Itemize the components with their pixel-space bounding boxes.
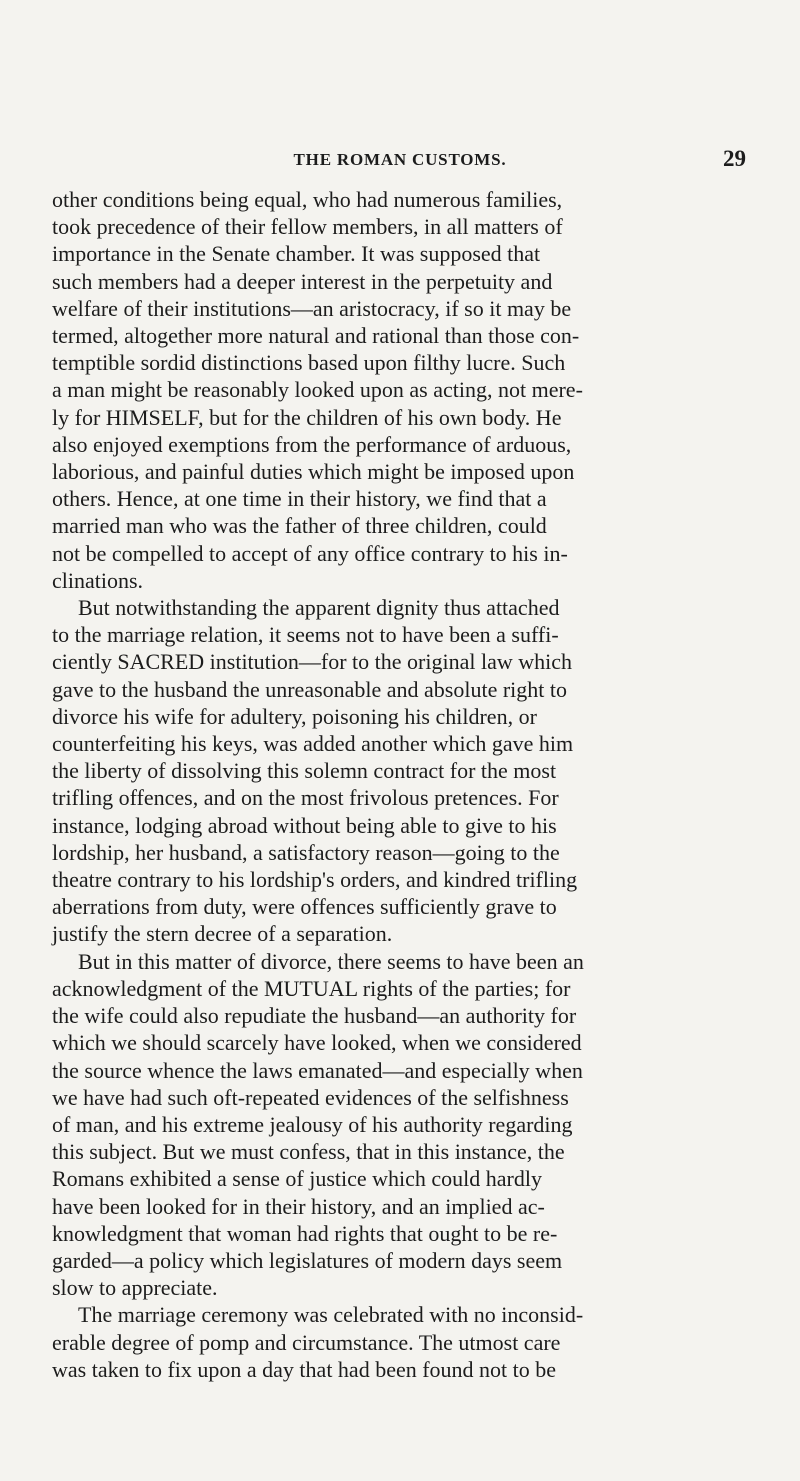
text-line: Romans exhibited a sense of justice which could hardly	[52, 1166, 542, 1192]
text-line: of man, and his extreme jealousy of his authority regarding	[52, 1111, 573, 1137]
text-line: divorce his wife for adultery, poisoning his children, or	[52, 703, 537, 729]
text-line: this subject. But we must confess, that in this instance, the	[52, 1139, 565, 1165]
text-line: to the marriage relation, it seems not to have been a suffi-	[52, 622, 559, 648]
text-line: not be compelled to accept of any office contrary to his in-	[52, 540, 568, 566]
page-number: 29	[723, 146, 746, 171]
text-line: such members had a deeper interest in the perpetuity and	[52, 268, 553, 294]
text-line: married man who was the father of three children, could	[52, 513, 547, 539]
text-line: other conditions being equal, who had numerous families,	[52, 187, 563, 212]
text-line: also enjoyed exemptions from the performance of arduous,	[52, 431, 572, 457]
text-line: slow to appreciate.	[52, 1275, 218, 1301]
text-line: clinations.	[52, 567, 144, 593]
text-line: took precedence of their fellow members, in all matters of	[52, 214, 563, 240]
page-header	[0, 146, 800, 176]
text-line: termed, altogether more natural and rational than those con-	[52, 323, 580, 349]
text-line: was taken to fix upon a day that had been found not to be	[52, 1356, 557, 1382]
text-line: have been looked for in their history, and an implied ac-	[52, 1193, 545, 1219]
text-line: trifling offences, and on the most frivolous pretences. For	[52, 785, 559, 811]
text-line: aberrations from duty, were offences sufficiently grave to	[52, 894, 557, 920]
text-line: a man might be reasonably looked upon as acting, not mere-	[52, 377, 583, 403]
text-line: others. Hence, at one time in their history, we find that a	[52, 486, 547, 512]
running-head: THE ROMAN CUSTOMS.	[293, 150, 507, 169]
text-line: acknowledgment of the MUTUAL rights of the parties; for	[52, 975, 571, 1001]
text-line: the source whence the laws emanated—and especially when	[52, 1057, 583, 1083]
text-line: which we should scarcely have looked, when we considered	[52, 1030, 582, 1056]
text-line: temptible sordid distinctions based upon filthy lucre. Such	[52, 350, 566, 376]
text-line: the liberty of dissolving this solemn contract for the most	[52, 758, 557, 784]
text-line: theatre contrary to his lordship's orders, and kindred trifling	[52, 867, 578, 893]
text-line: But in this matter of divorce, there seems to have been an	[78, 948, 584, 974]
text-line: knowledgment that woman had rights that ought to be re-	[52, 1220, 558, 1246]
text-line: gave to the husband the unreasonable and absolute right to	[52, 676, 568, 702]
text-line: welfare of their institutions—an aristocracy, if so it may be	[52, 295, 572, 321]
text-line: ly for HIMSELF, but for the children of his own body. He	[52, 404, 562, 430]
text-line: erable degree of pomp and circumstance. The utmost care	[52, 1329, 561, 1355]
body-text	[52, 186, 790, 1383]
text-line: counterfeiting his keys, was added another which gave him	[52, 731, 574, 757]
text-line: laborious, and painful duties which might be imposed upon	[52, 459, 575, 485]
text-line: garded—a policy which legislatures of modern days seem	[52, 1247, 563, 1273]
text-line: justify the stern decree of a separation.	[52, 921, 393, 947]
text-line: importance in the Senate chamber. It was supposed that	[52, 241, 541, 267]
text-line: ciently SACRED institution—for to the original law which	[52, 649, 572, 675]
text-line: instance, lodging abroad without being able to give to his	[52, 812, 557, 838]
text-line: lordship, her husband, a satisfactory reason—going to the	[52, 839, 560, 865]
text-line: But notwithstanding the apparent dignity thus attached	[78, 595, 560, 621]
text-line: we have had such oft-repeated evidences of the selfishness	[52, 1084, 569, 1110]
text-line: the wife could also repudiate the husband—an authority for	[52, 1003, 577, 1029]
text-line: The marriage ceremony was celebrated with no inconsid-	[78, 1302, 584, 1328]
